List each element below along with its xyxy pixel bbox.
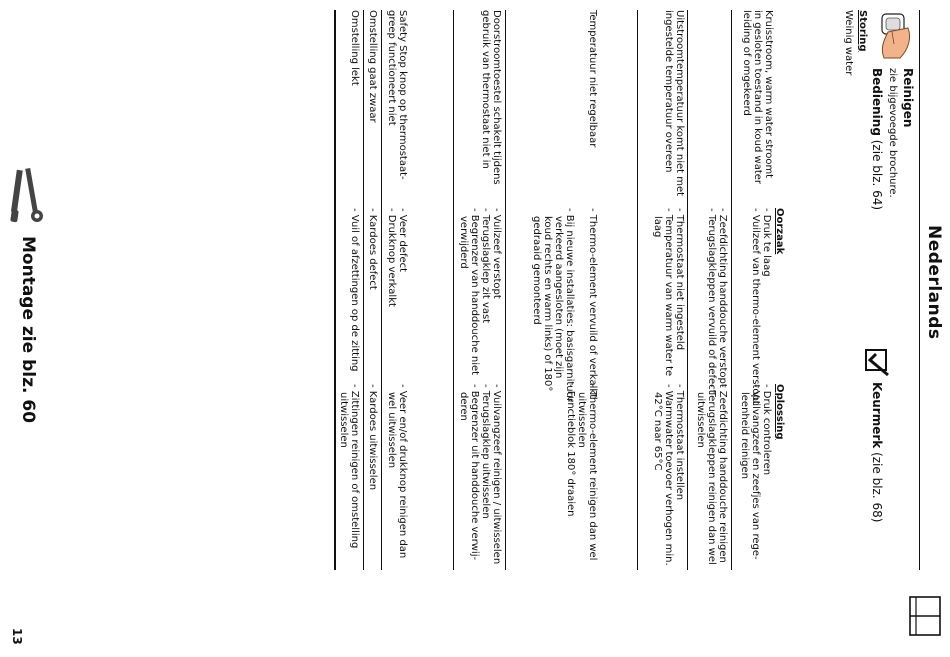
row-8-storing-line: Omstelling lekt bbox=[349, 10, 360, 86]
row-2-oorzaak-line: - Terugslagkleppen vervuild of defect bbox=[706, 208, 717, 394]
row-5-oplossing-line: - Vuilvangzeef reinigen / uitwisselen bbox=[491, 384, 502, 565]
row-2-storing-line: leiding of omgekeerd bbox=[741, 10, 752, 116]
row-divider bbox=[637, 10, 638, 570]
row-7-oplossing-line: - Kardoes uitwisselen bbox=[367, 384, 378, 491]
row-2-oplossing bbox=[695, 384, 728, 565]
bediening-ref: (zie blz. 64) bbox=[870, 139, 884, 211]
row-2-oplossing-line: uitwisselen bbox=[695, 392, 706, 448]
row-4-storing-line: Temperatuur niet regelbaar bbox=[587, 10, 598, 148]
row-3-oplossing-line: 42°C naar 65°C bbox=[652, 392, 663, 471]
row-5-oorzaak-line: verwijderd bbox=[458, 216, 469, 269]
row-2-oplossing-line: - Zeefdichting handdouche reinigen bbox=[717, 384, 728, 563]
row-6-oorzaak-line: - Drukknop verkalkt bbox=[386, 208, 397, 307]
row-1-storing bbox=[843, 10, 854, 75]
row-3-storing bbox=[663, 10, 685, 196]
row-4-oorzaak-line: verkeerd aangesloten (moet zijn bbox=[553, 216, 564, 379]
row-4-oorzaak-line: gedraaid gemonteerd bbox=[531, 216, 542, 325]
row-3-oorzaak-line: - Temperatuur van warm water te bbox=[663, 208, 674, 377]
row-3-storing-line: ingestelde temperatuur overeen bbox=[663, 10, 674, 173]
top-rule bbox=[919, 10, 920, 570]
row-5-oplossing-line: deren bbox=[458, 392, 469, 421]
row-divider bbox=[687, 10, 688, 570]
row-1-oorzaak bbox=[750, 208, 772, 405]
row-8-oorzaak-line: - Vuil of afzettingen op de zitting bbox=[349, 208, 360, 372]
row-1-oorzaak-line: - Vuilzeef van thermo-element verstopt bbox=[750, 208, 761, 405]
row-5-storing-line: gebruik van thermostaat niet in bbox=[480, 10, 491, 169]
row-1-oplossing-line: - Druk controleren bbox=[761, 384, 772, 476]
header-oplossing: Oplossing bbox=[774, 384, 785, 440]
row-2-oorzaak-line: - Zeefdichting handdouche verstopt bbox=[717, 208, 728, 388]
row-6-storing-line: greep functioneert niet bbox=[386, 10, 397, 126]
keurmerk-label: Keurmerk bbox=[870, 382, 884, 449]
row-divider bbox=[731, 10, 732, 570]
cleaning-hand-icon bbox=[874, 12, 914, 62]
row-4-oplossing-line: uitwisselen bbox=[576, 392, 587, 448]
montage-reference: Montage zie blz. 60 bbox=[18, 236, 38, 424]
page-title: Nederlands bbox=[924, 225, 944, 340]
row-4-oorzaak-line: - Thermo-element vervuild of verkalkt bbox=[587, 208, 598, 399]
row-2-storing bbox=[741, 10, 774, 184]
row-3-oorzaak-line: laag bbox=[652, 216, 663, 238]
row-6-oplossing-line: - Veer en/of drukknop reinigen dan bbox=[397, 384, 408, 559]
wrench-screwdriver-icon bbox=[4, 162, 44, 226]
row-4-storing bbox=[587, 10, 598, 147]
row-divider bbox=[381, 10, 382, 570]
row-8-oplossing bbox=[338, 384, 360, 548]
row-4-oplossing-line: - Thermo-element reinigen dan wel bbox=[587, 384, 598, 561]
reinigen-subtext: zie bijgevoegde brochure. bbox=[887, 68, 898, 198]
reinigen-label: Reinigen bbox=[901, 68, 915, 128]
row-8-oplossing-line: - Zittingen reinigen of omstelling bbox=[349, 384, 360, 549]
row-8-storing bbox=[349, 10, 360, 86]
header-storing: Storing bbox=[857, 10, 868, 52]
row-divider bbox=[453, 10, 454, 570]
row-2-oorzaak bbox=[706, 208, 728, 394]
row-7-oplossing bbox=[367, 384, 378, 490]
row-divider bbox=[505, 10, 506, 570]
table-bottom-rule bbox=[335, 10, 337, 570]
open-book-icon bbox=[902, 594, 946, 638]
row-3-oplossing bbox=[652, 384, 685, 566]
row-7-oorzaak-line: - Kardoes defect bbox=[367, 208, 378, 290]
row-5-oorzaak-line: - Begrenzer van handdouche niet bbox=[469, 208, 480, 376]
row-7-storing-line: Omstelling gaat zwaar bbox=[367, 10, 378, 123]
page-number: 13 bbox=[10, 628, 24, 645]
row-1-oorzaak-line: - Druk te laag bbox=[761, 208, 772, 277]
row-5-storing bbox=[480, 10, 502, 185]
bediening bbox=[870, 68, 884, 210]
row-5-oplossing-line: - Terugslagklep uitwisselen bbox=[480, 384, 491, 519]
row-3-oorzaak bbox=[652, 208, 685, 376]
row-1-storing-line: Weinig water bbox=[843, 10, 854, 76]
row-6-storing bbox=[386, 10, 408, 180]
row-6-storing-line: Safety Stop knop op thermostaat- bbox=[397, 10, 408, 180]
row-2-storing-line: in gesloten toestand in koud water bbox=[752, 10, 763, 185]
row-4-oplossing-line: - Functieblok 180° draaien bbox=[565, 384, 576, 517]
row-5-oorzaak-line: - Vuilzeef verstopt bbox=[491, 208, 502, 299]
row-divider bbox=[363, 10, 364, 570]
row-6-oplossing-line: wel uitwisselen bbox=[386, 392, 397, 469]
row-5-oorzaak bbox=[458, 208, 502, 375]
keurmerk bbox=[870, 382, 884, 522]
row-3-oorzaak-line: - Thermostaat niet ingesteld bbox=[674, 208, 685, 351]
row-1-oplossing-line: - Vuilvangzeef en zeefjes van rege- bbox=[750, 384, 761, 560]
row-6-oorzaak bbox=[386, 208, 408, 307]
row-4-oplossing bbox=[565, 384, 598, 560]
row-5-oplossing-line: - Begrenzer uit handdouche verwij- bbox=[469, 384, 480, 561]
row-5-oorzaak-line: - Terugslagklep zit vast bbox=[480, 208, 491, 324]
row-2-oplossing-line: - Terugslagkleppen reinigen dan wel bbox=[706, 384, 717, 565]
header-oorzaak: Oorzaak bbox=[774, 208, 785, 255]
row-1-oplossing-line: leenheid reinigen bbox=[739, 392, 750, 479]
row-1-oplossing bbox=[739, 384, 772, 560]
row-5-oplossing bbox=[458, 384, 502, 564]
row-8-oplossing-line: uitwisselen bbox=[338, 392, 349, 448]
bediening-label: Bediening bbox=[870, 68, 884, 136]
row-6-oorzaak-line: - Veer defect bbox=[397, 208, 408, 273]
row-4-oorzaak bbox=[531, 208, 598, 402]
keurmerk-check-icon bbox=[860, 348, 890, 378]
row-3-storing-line: Uitstroomtemperatuur komt niet met bbox=[674, 10, 685, 197]
row-7-storing bbox=[367, 10, 378, 123]
keurmerk-ref: (zie blz. 68) bbox=[870, 452, 884, 523]
row-2-storing-line: Kruisstroom, warm water stroomt bbox=[763, 10, 774, 179]
row-3-oplossing-line: - Thermostaat instellen bbox=[674, 384, 685, 501]
row-8-oorzaak bbox=[349, 208, 360, 372]
row-4-oorzaak-line: koud rechts en warm links) of 180° bbox=[542, 216, 553, 392]
row-6-oplossing bbox=[386, 384, 408, 558]
row-3-oplossing-line: - Warmwater toevoer verhogen min. bbox=[663, 384, 674, 566]
row-7-oorzaak bbox=[367, 208, 378, 290]
row-4-oorzaak-line: - Bij nieuwe installaties: basisgarnituur bbox=[564, 208, 575, 403]
row-5-storing-line: Doorstroomtoestel schakelt tijdens bbox=[491, 10, 502, 185]
